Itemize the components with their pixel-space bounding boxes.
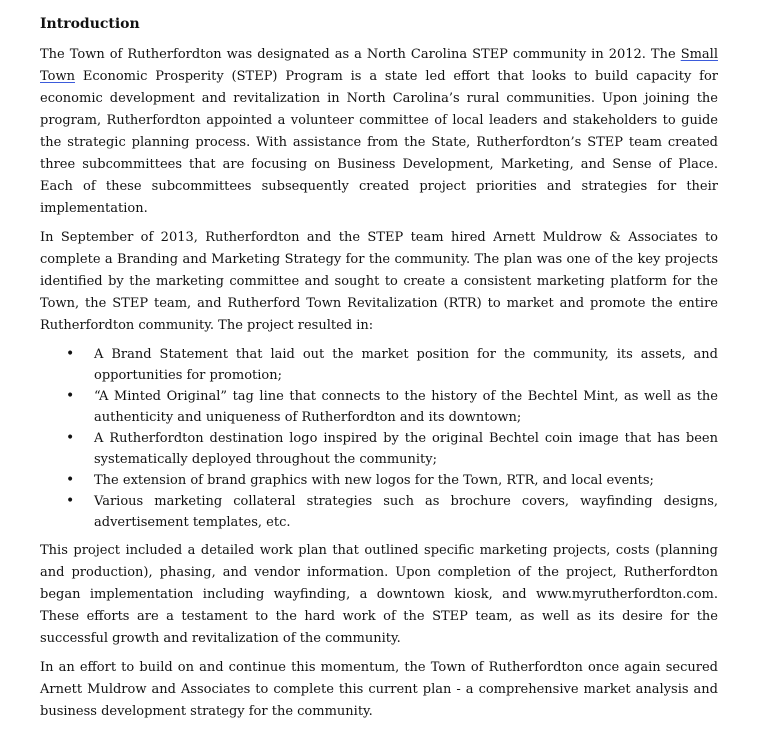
results-list: [40, 344, 718, 533]
paragraph-branding: In September of 2013, Rutherfordton and the STEP team hired Arnett Muldrow & Associates to complete a Branding and Marketing Strategy for the community. The plan was one of the key projects identified by the marketing committee and sought to create a consistent marketing platform for the Town, the STEP team, and Rutherford Town Revitalization (RTR) to market and promote the entire Rutherfordton community. The project resulted in:: [40, 230, 718, 333]
paragraph-intro-rest: Economic Prosperity (STEP) Program is a state led effort that looks to build capacity for economic development and revitalization in North Carolina’s rural communities. Upon joining the program, Rutherfordton appointed a volunteer committee of local leaders and stakeholders to guide the strategic planning process. With assistance from the State, Rutherfordton’s STEP team created three subcommittees that are focusing on Business Development, Marketing, and Sense of Place. Each of these subcommittees subsequently created project priorities and strategies for their implementation.: [40, 69, 718, 216]
list-item: • “A Minted Original” tag line that connects to the history of the Bechtel Mint, as well as the authenticity and uniqueness of Rutherfordton and its downtown;: [94, 386, 718, 428]
list-item: • The extension of brand graphics with new logos for the Town, RTR, and local events;: [94, 470, 718, 491]
paragraph-intro: [40, 44, 718, 220]
paragraph-work-plan: This project included a detailed work plan that outlined specific marketing projects, costs (planning and production), phasing, and vendor information. Upon completion of the project, Rutherfordton began implementation including wayfinding, a downtown kiosk, and www.myrutherfordton.com. These efforts are a testament to the hard work of the STEP team, as well as its desire for the successful growth and revitalization of the community.: [40, 543, 718, 646]
underlined-term: Small Town: [40, 47, 718, 84]
paragraph-current-plan: In an effort to build on and continue this momentum, the Town of Rutherfordton once again secured Arnett Muldrow and Associates to complete this current plan - a comprehensive market analysis and business development strategy for the community.: [40, 660, 718, 719]
list-item: • A Brand Statement that laid out the market position for the community, its assets, and opportunities for promotion;: [94, 344, 718, 386]
section-heading: Introduction: [40, 16, 140, 32]
list-item: • A Rutherfordton destination logo inspired by the original Bechtel coin image that has been systematically deployed throughout the community;: [94, 428, 718, 470]
list-item: • Various marketing collateral strategies such as brochure covers, wayfinding designs, advertisement templates, etc.: [94, 491, 718, 533]
paragraph-intro-start: The Town of Rutherfordton was designated as a North Carolina STEP community in 2012. The: [40, 47, 681, 62]
